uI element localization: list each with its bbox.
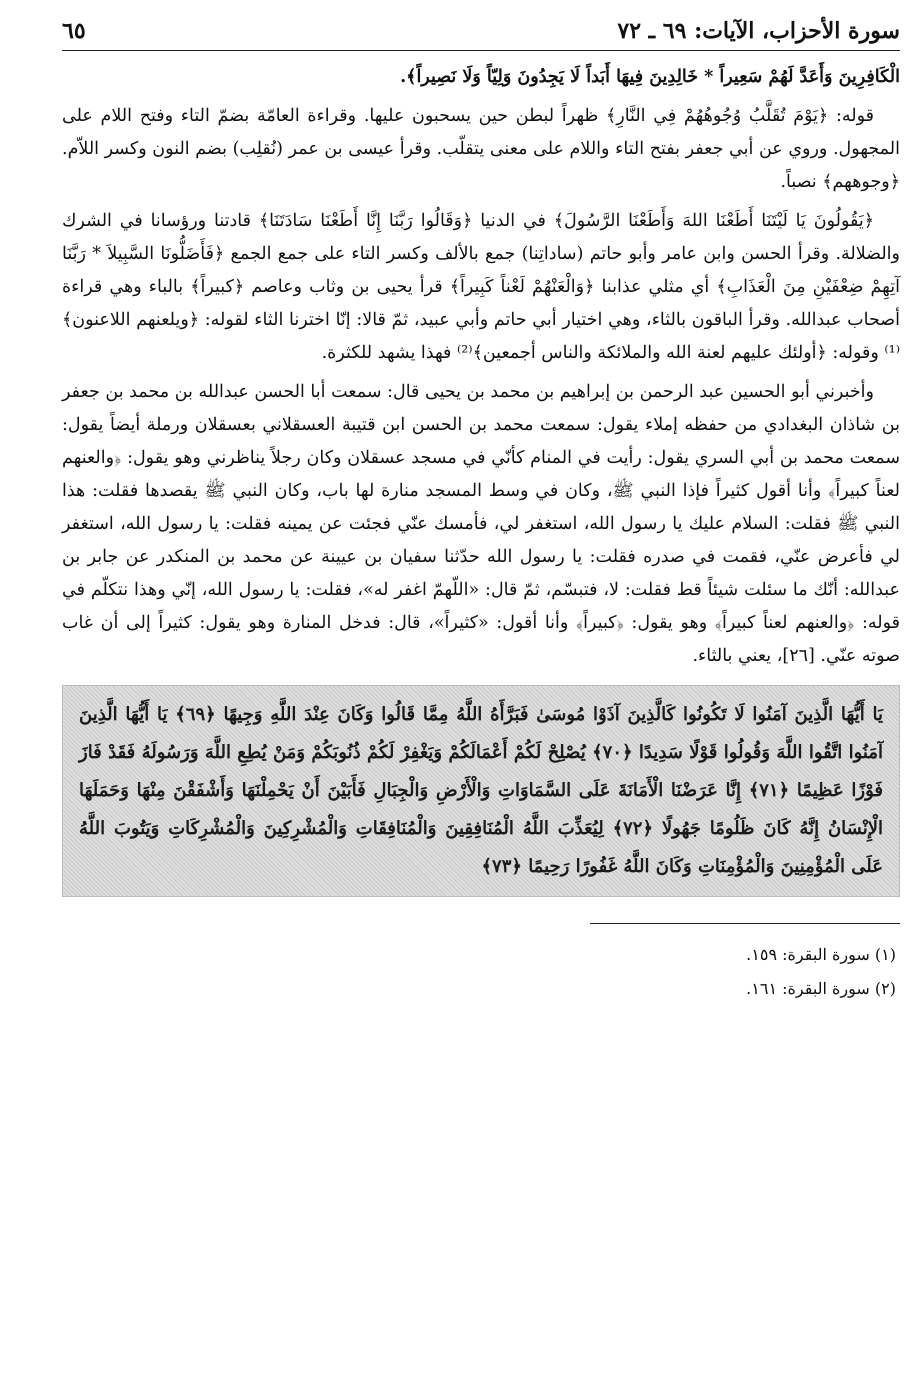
paragraph: وأخبرني أبو الحسين عبد الرحمن بن إبراهيم بن محمد بن يحيى قال: سمعت أبا الحسن عبدالله بن محمد بن جعفر بن شاذان البغدادي من حفظه إملاء يقول: سمعت محمد بن الحسن ابن قتيبة العسقلاني بعسقلان ورملة أيضاً يقول: سمعت محمد بن أبي السري يقول: رأيت في المنام كأنّي في مسجد عسقلان وكان رجلاً يناظرني وهو يقول: ﴿والعنهم لعناً كبيراً﴾ وأنا أقول كثيراً فإذا النبي ﷺ، وكان في وسط المسجد منارة لها باب، وكان النبي ﷺ يقصدها فقلت: هذا النبي ﷺ فقلت: السلام عليك يا رسول الله، استغفر لي، فأمسك عنّي فجئت عن يمينه فقلت: يا رسول الله، استغفر لي فأعرض عنّي، فقمت في صدره فقلت: يا رسول الله حدّثنا سفيان بن عيينة عن محمد بن المنكدر عن جابر بن عبدالله: أنّك ما سئلت شيئاً قط فقلت: لا، فتبسّم، ثمّ قال: «اللّهمّ اغفر له»، فقلت: يا رسول الله، إنّي وهذا نتكلّم في قوله: ﴿والعنهم لعناً كبيراً﴾ وهو يقول: ﴿كبيراً﴾ وأنا أقول: «كثيراً»، قال: فدخل المنارة وهو يقول: كثيراً إلى أن غاب صوته عنّي. [٢٦]، يعني بالثاء. [62, 382, 900, 666]
running-title: سورة الأحزاب، الآيات: ٦٩ ـ ٧٢ [617, 18, 900, 44]
quran-verses-box [62, 685, 900, 897]
quran-verses-text: يَا أَيُّهَا الَّذِينَ آمَنُوا لَا تَكُونُوا كَالَّذِينَ آذَوْا مُوسَىٰ فَبَرَّأَهُ اللَّهُ مِمَّا قَالُوا وَكَانَ عِنْدَ اللَّهِ وَجِيهًا ﴿٦٩﴾ يَا أَيُّهَا الَّذِينَ آمَنُوا اتَّقُوا اللَّهَ وَقُولُوا قَوْلًا سَدِيدًا ﴿٧٠﴾ يُصْلِحْ لَكُمْ أَعْمَالَكُمْ وَيَغْفِرْ لَكُمْ ذُنُوبَكُمْ وَمَنْ يُطِعِ اللَّهَ وَرَسُولَهُ فَقَدْ فَازَ فَوْزًا عَظِيمًا ﴿٧١﴾ إِنَّا عَرَضْنَا الْأَمَانَةَ عَلَى السَّمَاوَاتِ وَالْأَرْضِ وَالْجِبَالِ فَأَبَيْنَ أَنْ يَحْمِلْنَهَا وَأَشْفَقْنَ مِنْهَا وَحَمَلَهَا الْإِنْسَانُ إِنَّهُ كَانَ ظَلُومًا جَهُولًا ﴿٧٢﴾ لِيُعَذِّبَ اللَّهُ الْمُنَافِقِينَ وَالْمُنَافِقَاتِ وَالْمُشْرِكِينَ وَالْمُشْرِكَاتِ وَيَتُوبَ اللَّهُ عَلَى الْمُؤْمِنِينَ وَالْمُؤْمِنَاتِ وَكَانَ اللَّهُ غَفُورًا رَحِيمًا ﴿٧٣﴾ [79, 704, 883, 877]
paragraph: ﴿يَقُولُونَ يَا لَيْتَنَا أَطَعْنَا اللهَ وَأَطَعْنَا الرَّسُولَ﴾ في الدنيا ﴿وَقَالُوا رَبَّنَا إِنَّا أَطَعْنَا سَادَتَنَا﴾ قادتنا ورؤسانا في الشرك والضلالة. وقرأ الحسن وابن عامر وأبو حاتم (ساداتِنا) جمع بالألف وكسر التاء على جمع الجمع ﴿فَأَضَلُّونَا السَّبِيلاَ * رَبَّنَا آتِهِمْ ضِعْفَيْنِ مِنَ الْعَذَابِ﴾ أي مثلي عذابنا ﴿وَالْعَنْهُمْ لَعْناً كَبِيراً﴾ قرأ يحيى بن وثاب وعاصم ﴿كبيراً﴾ بالباء وهي قراءة أصحاب عبدالله. وقرأ الباقون بالثاء، وهي اختيار أبي حاتم وأبي عبيد، ثمّ قالا: إنّا اخترنا الثاء لقوله: ﴿ويلعنهم اللاعنون﴾⁽¹⁾ وقوله: ﴿أولئك عليهم لعنة الله والملائكة والناس أجمعين﴾⁽²⁾ فهذا يشهد للكثرة. [62, 211, 900, 363]
paragraph: قوله: ﴿يَوْمَ تُقَلَّبُ وُجُوهُهُمْ فِي النَّارِ﴾ ظهراً لبطن حين يسحبون عليها. وقراءة العامّة بضمّ التاء وفتح اللام على المجهول. وروي عن أبي جعفر بفتح التاء واللام على معنى يتقلّب. وقرأ عيسى بن عمر (نُقلِب) بضم النون وكسر اللاّم. ﴿وجوههم﴾ نصباً. [62, 106, 900, 192]
page-number: ٦٥ [62, 18, 86, 44]
footnote-divider [590, 923, 900, 924]
main-text [62, 61, 900, 673]
footnotes [62, 938, 900, 1006]
footnote: (٢) سورة البقرة: ١٦١. [746, 979, 896, 998]
footnote: (١) سورة البقرة: ١٥٩. [746, 945, 896, 964]
page [62, 18, 900, 1006]
verse-continuation: الْكَافِرِينَ وَأَعَدَّ لَهُمْ سَعِيراً * خَالِدِينَ فِيهَا أَبَداً لَا يَجِدُونَ وَلِيّاً وَلَا نَصِيراً﴾. [400, 67, 900, 87]
page-header [62, 18, 900, 51]
